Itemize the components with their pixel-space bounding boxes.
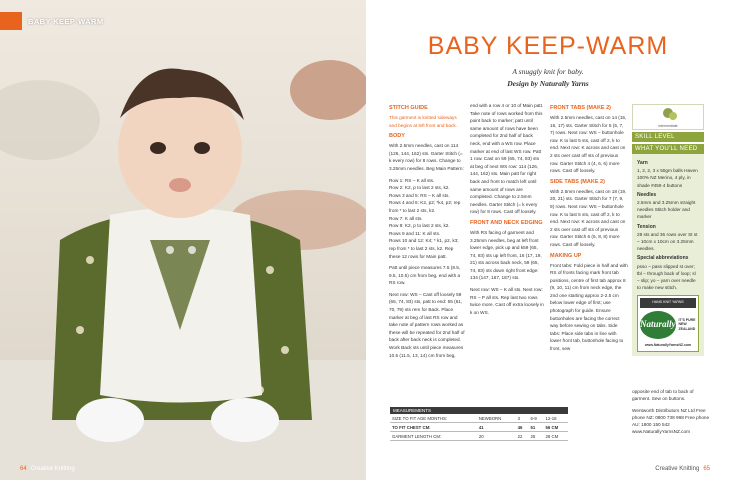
logo-strip: HAND KNIT YARNS — [640, 298, 696, 307]
tension-heading: Tension — [637, 223, 656, 230]
meas-cell: GARMENT LENGTH CM: — [390, 432, 477, 441]
pattern-row: Row 7: K all sts. — [389, 215, 423, 221]
sidebar-footer-text: opposite end of tab to back of garment. Sew on buttons. — [632, 389, 694, 402]
meas-cell: 56 CM — [544, 423, 568, 432]
page-title: BABY KEEP-WARM — [427, 32, 669, 60]
right-footer — [655, 466, 710, 472]
pattern-row: Rows 4 and 6: K2, p2; *k4, p2; rep from * to last 2 sts, k2. — [389, 200, 461, 213]
needles-text: 2.5mm and 3.25mm straight needles Stitch holder and marker — [637, 200, 696, 220]
stitch-guide-text: This garment is knitted sideways and begins at left front and back. — [389, 115, 458, 128]
table-row — [390, 423, 568, 432]
left-banner — [0, 12, 103, 30]
page-subtitle: A snuggly knit for baby. — [512, 67, 584, 76]
tension-text: 28 sts and 36 rows over St st – 10cm x 10cm on 3.25mm needles. — [637, 231, 698, 252]
abbreviations-text: psso – pass slipped st over; tbl – through back of loop; sl – slip; yo – yarn over needle to make new stitch. — [637, 263, 696, 291]
meas-col-header: 3 — [516, 414, 529, 423]
yarn-ball-icon — [669, 112, 677, 120]
table-row — [390, 432, 568, 441]
meas-col-header: SIZE TO FIT AGE MONTHS: — [390, 414, 477, 423]
meas-cell: 25 — [529, 432, 544, 441]
meas-cell: TO FIT CHEST CM: — [390, 423, 477, 432]
left-page-number: 64 — [20, 466, 27, 472]
left-footer — [20, 466, 75, 472]
yarn-heading: Yarn — [637, 160, 648, 166]
neck-edging-heading: FRONT AND NECK EDGING — [470, 219, 543, 226]
right-footer-magazine: Creative Knitting — [655, 466, 700, 472]
column-3 — [550, 102, 628, 357]
logo-wordmark: Naturally — [640, 311, 676, 339]
needles-heading: Needles — [637, 191, 657, 198]
stitch-guide-heading: STITCH GUIDE — [389, 105, 428, 111]
meas-cell: 41 — [477, 423, 516, 432]
meas-cell: 20 — [477, 432, 516, 441]
left-footer-magazine: Creative Knitting — [30, 466, 75, 472]
right-page — [366, 0, 730, 480]
distributor-text: Wentworth Distributors NZ Ltd Free phone NZ: 0800 738 998 Free phone AU: 1800 150 542 www.NaturallyYarnsNZ.com — [632, 407, 710, 435]
meas-cell: 28 CM — [544, 432, 568, 441]
meas-cell: 46 — [516, 423, 529, 432]
pattern-row: Rows 3 and 5: RS – K all sts. — [389, 192, 450, 198]
logo-tagline: IT'S PURE NEW ZEALAND — [678, 317, 696, 331]
measurements-heading: MEASUREMENTS — [390, 407, 568, 414]
meas-cell: 22 — [516, 432, 529, 441]
banner-accent-bar — [0, 12, 22, 30]
meas-col-header: 6-9 — [529, 414, 544, 423]
left-banner-title: BABY KEEP-WARM — [28, 16, 104, 26]
pattern-row: Rows 9 and 11: K all sts. — [389, 230, 441, 236]
what-you-need-heading: WHAT YOU'LL NEED — [632, 144, 704, 154]
right-page-number: 65 — [703, 466, 710, 472]
making-up-text: Front tabs: Fold piece in half and with RS of fronts facing mark front tab positions, centre of first tab approx 8 (9, 10, 11) cm from neck edge, the 2nd one starting approx 2-2.5 cm below lower edge of first; use photograph for guide. Ensure buttonholes are facing the correct way before sewing on tabs. Side tabs: Place side tabs in line with lower front tab, buttonhole facing to front, sew — [550, 262, 628, 352]
meas-col-header: 12-18 — [544, 414, 568, 423]
side-tabs-text: With 2.5mm needles, cast on 18 (19, 20, 21) sts. Garter Stitch for 7 (7, 9, 9) rows. Next row: WS – buttonhole row. K to last 5 sts, cast off 2, k to end. Next row: K across and cast on 2 sts over cast off sts of previous row. Garter Stitch 6 (6, 8, 8) more rows. Cast off loosely. — [550, 188, 627, 247]
body-heading: BODY — [389, 133, 405, 140]
designer-credit: Design by Naturally Yarns — [507, 79, 589, 88]
pattern-row: Row 1: RS – K all sts. — [389, 177, 435, 183]
making-up-heading: MAKING UP — [550, 252, 582, 259]
skill-level-graphic — [632, 104, 704, 130]
body-paragraph: end with a row 4 or 10 of Main patt. Take note of rows worked from this point back to marker; patt until same amount of rows have been completed for 2nd half of back neck, end with a WS row. Place marker at end of last WS row. Patt 1 row. Cast on 59 (65, 74, 83) sts at beg of next WS row: 114 (126, 144, 162) sts. Main patt for right back and front to match left until same amount of rows are completed. Change to 2.5mm needles. Garter Stitch (= k every row) for 8 rows. Cast off loosely. — [470, 103, 544, 215]
neck-edging-rows: Next row: WS – K all sts. Next row: RS – P all sts. Rep last two rows twice more. Cast off extra loosely in k on WS. — [470, 287, 544, 315]
neck-edging-text: With RS facing of garment and 3.25mm needles, beg at left front lower edge, pick up and k59 (65, 74, 83) sts up left front, 16 (17, 19, 21) sts across back neck, 59 (65, 74, 83) sts down right front edge: 134 (147, 167, 187) sts. — [470, 229, 542, 281]
sidebar — [632, 104, 704, 356]
abbreviations-heading: Special abbreviations — [637, 255, 689, 262]
naturally-logo — [637, 295, 699, 351]
body-intro: With 2.5mm needles, cast on 114 (126, 144, 162) sts. Garter Stitch (= k every row) for 8 rows. Change to 3.25mm needles. Beg Main Pattern: — [389, 143, 464, 171]
skill-level-heading: SKILL LEVEL — [632, 132, 704, 142]
side-tabs-heading: SIDE TABS (MAKE 2) — [550, 178, 605, 185]
meas-cell: 51 — [529, 423, 544, 432]
front-tabs-text: With 2.5mm needles, cast on 14 (15, 16, 17) sts. Garter Stitch for 5 (5, 7, 7) rows. Next row: WS – buttonhole row. K to last 5 sts, cast off 2, k to end. Next row: K across and cast on 2 sts over cast off sts of previous row. Garter Stitch 4 (4, 6, 6) more rows. Cast off loosely. — [550, 115, 627, 174]
column-1 — [389, 102, 465, 363]
pattern-row: Row 2: K2, p to last 2 sts, k2. — [389, 185, 450, 191]
pattern-row: Rows 10 and 12: K4; * k1, p2, k3; rep from * to last 2 sts, k2. Rep these 12 rows for Main patt. — [389, 238, 459, 259]
sidebar-footer — [632, 388, 712, 440]
column-2 — [470, 102, 544, 320]
body-continue: Patt until piece measures 7.5 (8.5, 9.5, 10.5) cm from beg, end with a RS row. — [389, 265, 461, 286]
skill-level-label: intermediate — [658, 124, 678, 128]
body-next-row: Next row: WS – Cast off loosely 59 (65, 74, 83) sts, patt to end: 55 (61, 70, 79) sts rem for Back. Place marker at beg of last RS row and take note of pattern rows worked as these will be repeated for 2nd half of back after back neck is completed. Work Back sts until piece measures 10.5 (11.5, 13, 14) cm from beg, — [389, 291, 465, 358]
logo-url: www.NaturallyYarnsNZ.com — [644, 342, 692, 347]
front-tabs-heading: FRONT TABS (MAKE 2) — [550, 105, 612, 111]
meas-col-header: NEWBORN — [477, 414, 516, 423]
pattern-row: Row 8: K2, p to last 2 sts, k2. — [389, 223, 450, 229]
yarn-text: 1, 2, 2, 3 x 50gm balls Haven 100% NZ Merino, 4 ply, in shade #459 4 buttons — [637, 168, 698, 188]
sidebar-body — [632, 154, 704, 356]
measurements-table — [390, 407, 568, 441]
